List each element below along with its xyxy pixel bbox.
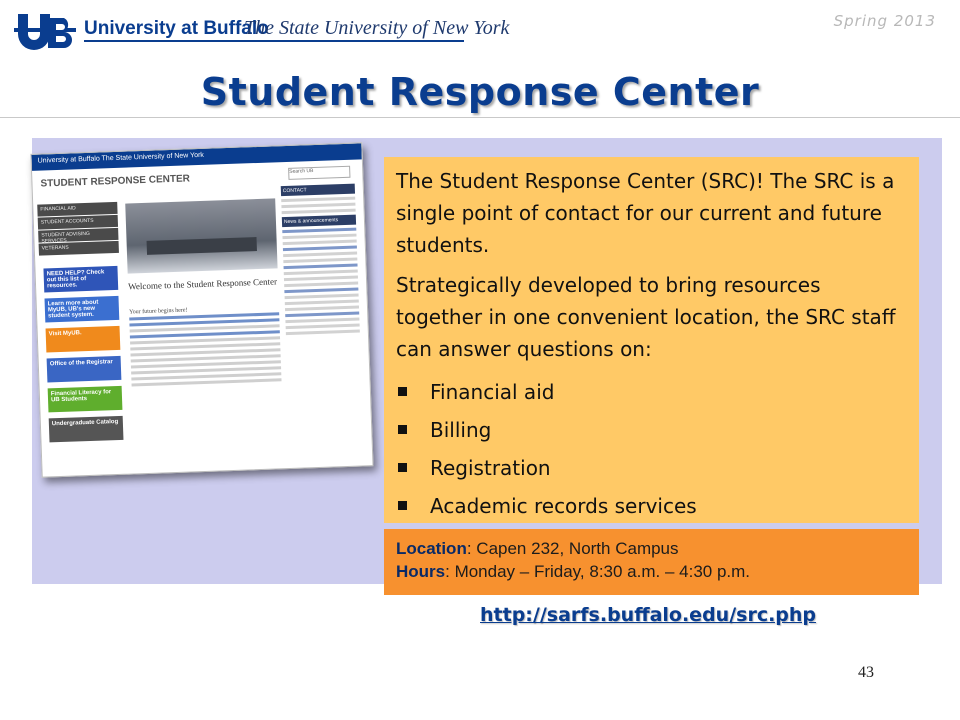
thumb-photo <box>125 198 277 273</box>
university-name: University at Buffalo <box>84 18 269 39</box>
state-university-name: The State University of New York <box>244 17 510 39</box>
square-bullet-icon <box>398 463 407 472</box>
location-hours-box <box>384 529 919 595</box>
thumb-tile: Financial Literacy for UB Students <box>48 386 123 413</box>
thumb-search-input: Search UB <box>288 166 350 180</box>
thumb-nav-item: STUDENT ADVISING SERVICES <box>38 228 118 243</box>
thumb-subheading: Your future begins here! <box>128 307 188 316</box>
list-item-label: Academic records services <box>430 494 697 518</box>
square-bullet-icon <box>398 425 407 434</box>
thumb-tile: Undergraduate Catalog <box>49 416 124 443</box>
services-list <box>396 373 907 525</box>
services-paragraph: Strategically developed to bring resources together in one convenient location, the SRC staff can answer questions on: <box>396 273 896 361</box>
square-bullet-icon <box>398 387 407 396</box>
thumb-tile: NEED HELP? Check out this list of resources. <box>43 266 118 293</box>
slide-title: Student Response Center <box>200 70 760 114</box>
list-item <box>396 487 907 525</box>
thumb-nav <box>37 202 119 257</box>
hours-line <box>396 560 907 583</box>
thumb-contact-heading: CONTACT <box>281 184 355 197</box>
thumb-tile: Visit MyUB. <box>46 326 121 353</box>
thumb-tile: Learn more about MyUB, UB's new student system. <box>45 296 120 323</box>
thumb-news-heading: News & announcements <box>282 215 356 228</box>
ub-logo-icon <box>14 12 76 50</box>
list-item-label: Registration <box>430 456 551 480</box>
src-website-link[interactable]: http://sarfs.buffalo.edu/src.php <box>480 604 817 626</box>
hours-value: : Monday – Friday, 8:30 a.m. – 4:30 p.m. <box>445 562 751 581</box>
list-item <box>396 449 907 487</box>
thumb-sidebar <box>281 184 360 338</box>
slide-header <box>0 0 960 60</box>
location-line <box>396 537 907 560</box>
location-value: : Capen 232, North Campus <box>466 539 679 558</box>
src-description-box <box>384 157 919 523</box>
semester-label: Spring 2013 <box>833 12 936 30</box>
location-label: Location <box>396 539 467 558</box>
thumb-nav-item: VETERANS <box>39 241 119 256</box>
thumb-page-title: STUDENT RESPONSE CENTER <box>40 173 191 190</box>
thumb-top-bar-text: University at Buffalo The State University of New York <box>37 151 204 165</box>
list-item-label: Billing <box>430 418 492 442</box>
page-number: 43 <box>858 664 874 681</box>
thumb-tile: Office of the Registrar <box>47 356 122 383</box>
list-item <box>396 373 907 411</box>
thumb-nav-item: FINANCIAL AID <box>37 202 117 217</box>
thumb-nav-item: STUDENT ACCOUNTS <box>38 215 118 230</box>
website-screenshot <box>30 142 373 477</box>
square-bullet-icon <box>398 501 407 510</box>
title-divider <box>0 117 960 118</box>
thumb-welcome-heading: Welcome to the Student Response Center <box>127 276 278 292</box>
list-item-label: Financial aid <box>430 380 555 404</box>
list-item <box>396 411 907 449</box>
hours-label: Hours <box>396 562 446 581</box>
thumb-body-text <box>129 312 281 389</box>
intro-paragraph: The Student Response Center (SRC)! The SRC is a single point of contact for our current and future students. <box>396 169 895 257</box>
header-rule <box>84 40 464 42</box>
